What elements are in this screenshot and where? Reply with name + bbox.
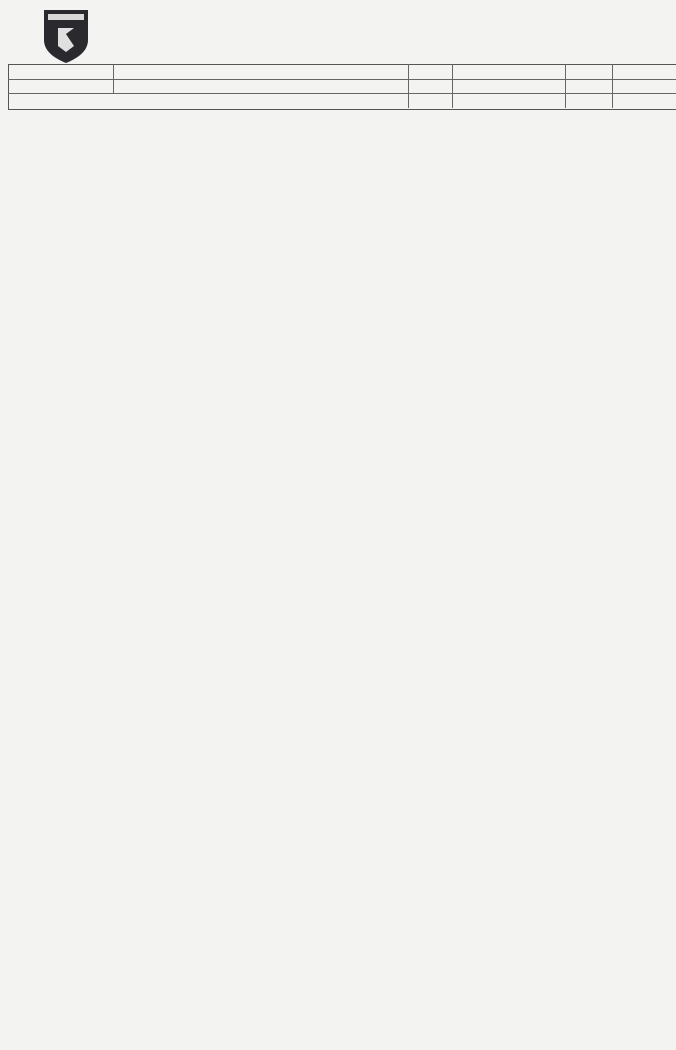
header-info-box xyxy=(8,64,676,110)
club-emblem-icon xyxy=(40,6,92,64)
